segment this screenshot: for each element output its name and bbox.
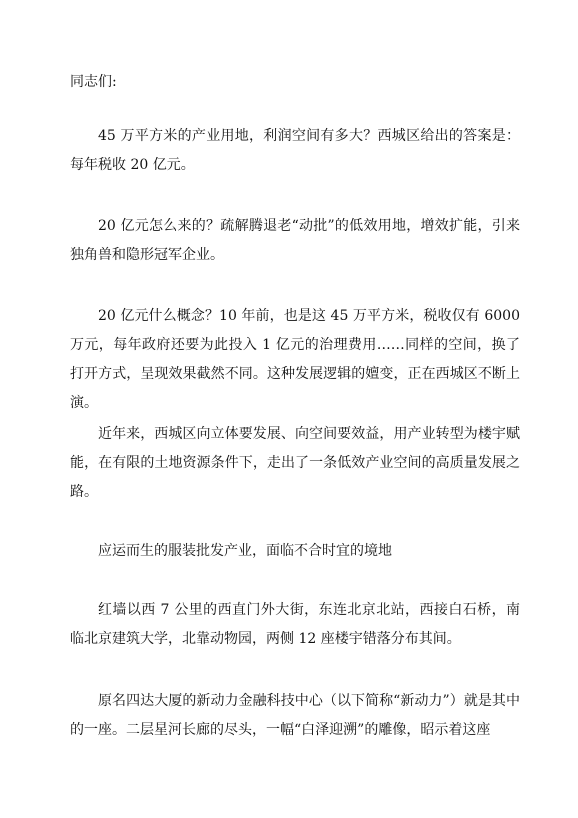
paragraph-3: 20 亿元什么概念？10 年前，也是这 45 万平方米，税收仅有 6000 万元，每年政府还要为此投入 1 亿元的治理费用……同样的空间，换了打开方式，呈现效果截然不同。这种发展逻辑的嬗变，正在西城区不断上演。: [70, 308, 520, 411]
paragraph-2: 20 亿元怎么来的？疏解腾退老“动批”的低效用地，增效扩能，引来独角兽和隐形冠军企业。: [70, 218, 520, 263]
paragraph-4: 近年来，西城区向立体要发展、向空间要效益，用产业转型为楼宇赋能，在有限的土地资源条件下，走出了一条低效产业空间的高质量发展之路。: [70, 426, 520, 500]
paragraph-6: 原名四达大厦的新动力金融科技中心（以下简称“新动力”）就是其中的一座。二层星河长廊的尽头，一幅“白泽迎溯”的雕像，昭示着这座: [70, 693, 520, 738]
paragraph-1: 45 万平方米的产业用地，利润空间有多大？西城区给出的答案是：每年税收 20 亿元。: [70, 128, 520, 173]
salutation: 同志们:: [70, 74, 117, 90]
paragraph-5: 红墙以西 7 公里的西直门外大街，东连北京北站，西接白石桥，南临北京建筑大学，北靠动物园，两侧 12 座楼宇错落分布其间。: [70, 602, 520, 647]
section-heading: 应运而生的服装批发产业，面临不合时宜的境地: [98, 543, 392, 559]
